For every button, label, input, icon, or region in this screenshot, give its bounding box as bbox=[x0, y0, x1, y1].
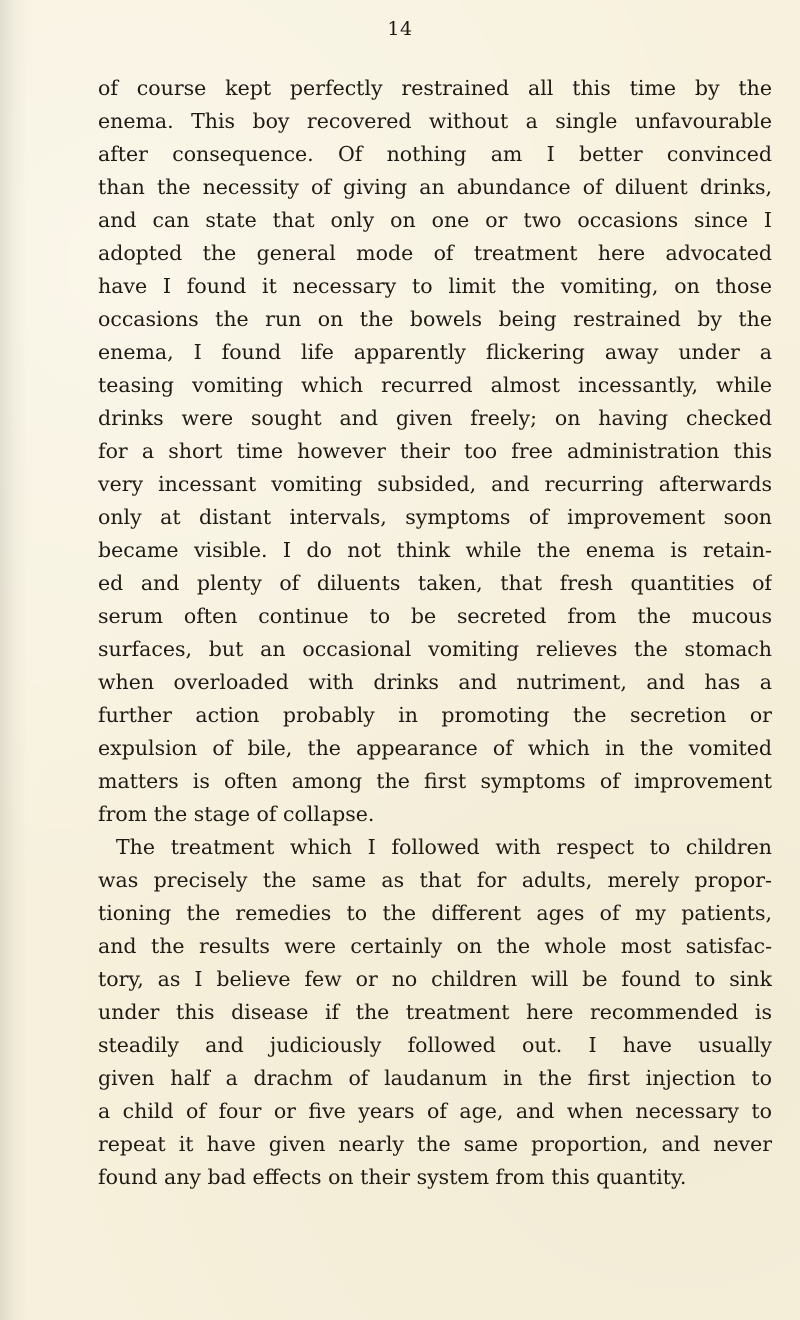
text-line: for a short time however their too free administration this bbox=[98, 439, 772, 463]
text-line: enema, I found life apparently flickering away under a bbox=[98, 340, 772, 364]
text-line: ed and plenty of diluents taken, that fresh quantities of bbox=[98, 571, 772, 595]
text-line: repeat it have given nearly the same proportion, and never bbox=[98, 1132, 772, 1156]
text-line: and the results were certainly on the whole most satisfac- bbox=[98, 934, 772, 958]
page-number: 14 bbox=[387, 18, 413, 40]
text-line: when overloaded with drinks and nutriment, and has a bbox=[98, 670, 772, 694]
text-line: have I found it necessary to limit the vomiting, on those bbox=[98, 274, 772, 298]
text-line: a child of four or five years of age, and when necessary to bbox=[98, 1099, 772, 1123]
text-line: and can state that only on one or two occasions since I bbox=[98, 208, 772, 232]
page-binding-shadow bbox=[0, 0, 28, 1320]
text-line: enema. This boy recovered without a single unfavourable bbox=[98, 109, 772, 133]
text-line: tioning the remedies to the different ages of my patients, bbox=[98, 901, 772, 925]
paragraph-start-line: The treatment which I followed with respect to children bbox=[116, 835, 772, 859]
paragraph-end-line: found any bad effects on their system from this quantity. bbox=[98, 1165, 687, 1189]
text-line: drinks were sought and given freely; on having checked bbox=[98, 406, 772, 430]
text-line: further action probably in promoting the secretion or bbox=[98, 703, 772, 727]
text-line: than the necessity of giving an abundance of diluent drinks, bbox=[98, 175, 772, 199]
paragraph-end-line: from the stage of collapse. bbox=[98, 802, 375, 826]
text-line: surfaces, but an occasional vomiting relieves the stomach bbox=[98, 637, 772, 661]
text-line: occasions the run on the bowels being restrained by the bbox=[98, 307, 772, 331]
text-line: after consequence. Of nothing am I better convinced bbox=[98, 142, 772, 166]
text-line: matters is often among the first symptoms of improvement bbox=[98, 769, 772, 793]
text-line: expulsion of bile, the appearance of which in the vomited bbox=[98, 736, 772, 760]
text-line: adopted the general mode of treatment here advocated bbox=[98, 241, 772, 265]
text-line: teasing vomiting which recurred almost incessantly, while bbox=[98, 373, 772, 397]
text-line: serum often continue to be secreted from the mucous bbox=[98, 604, 772, 628]
text-line: only at distant intervals, symptoms of improvement soon bbox=[98, 505, 772, 529]
text-line: very incessant vomiting subsided, and recurring afterwards bbox=[98, 472, 772, 496]
text-line: given half a drachm of laudanum in the first injection to bbox=[98, 1066, 772, 1090]
text-line: became visible. I do not think while the enema is retain- bbox=[98, 538, 772, 562]
text-line: tory, as I believe few or no children will be found to sink bbox=[98, 967, 772, 991]
text-line: under this disease if the treatment here recommended is bbox=[98, 1000, 772, 1024]
text-line: was precisely the same as that for adults, merely propor- bbox=[98, 868, 772, 892]
text-line: steadily and judiciously followed out. I have usually bbox=[98, 1033, 772, 1057]
body-text bbox=[98, 72, 772, 1194]
text-line: of course kept perfectly restrained all this time by the bbox=[98, 76, 772, 100]
